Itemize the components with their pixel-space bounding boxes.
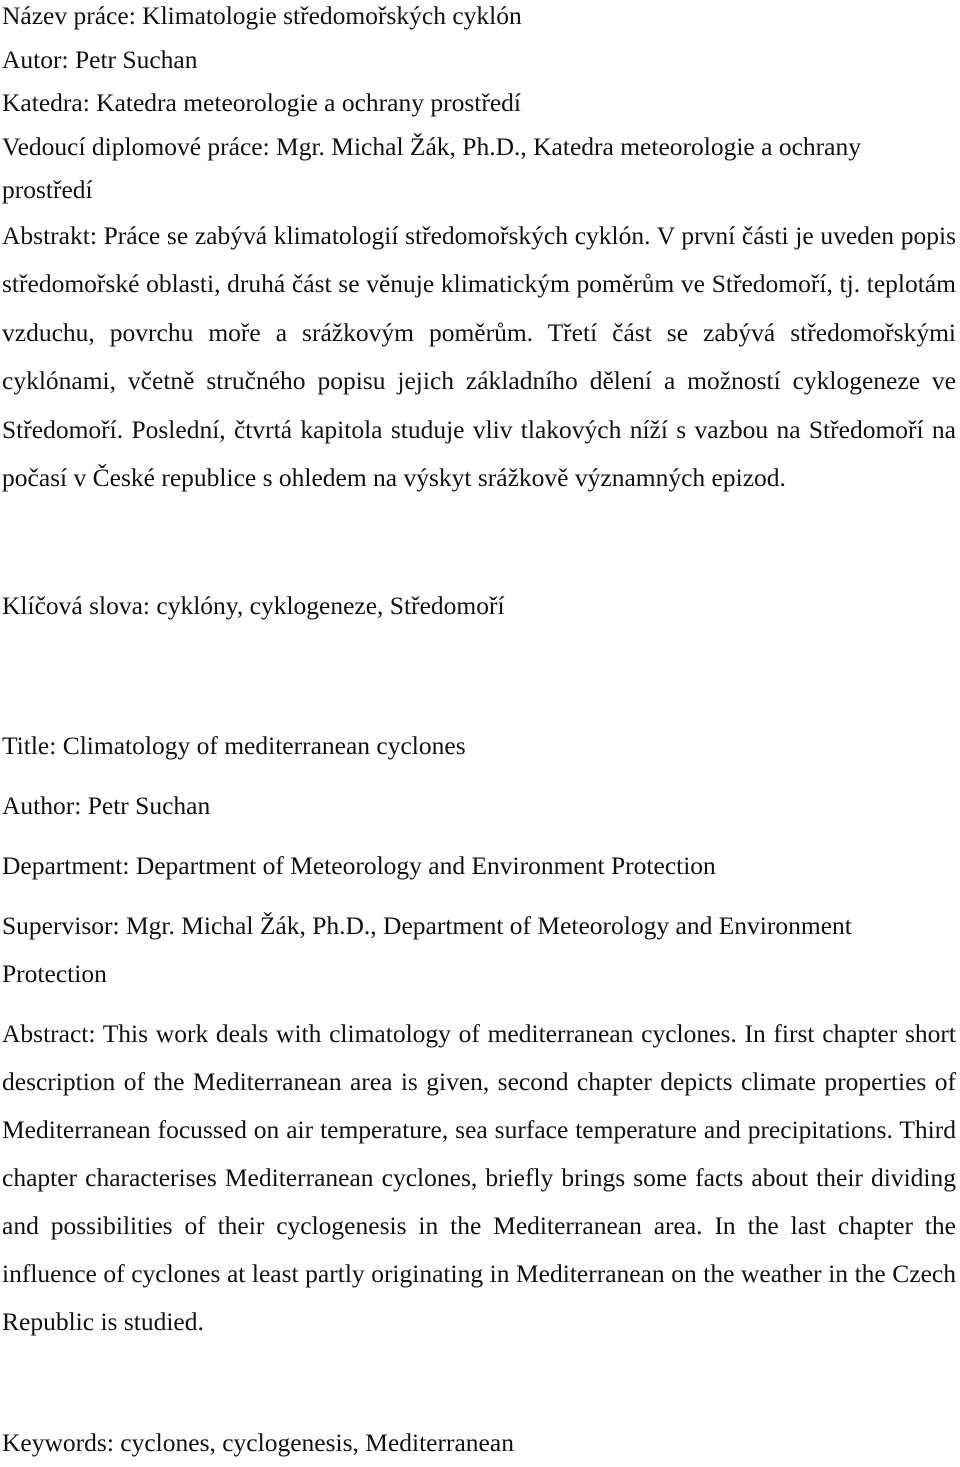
english-section [2,722,956,1457]
english-title: Title: Climatology of mediterranean cyclones [2,731,466,760]
czech-section [2,0,956,620]
czech-supervisor: Vedoucí diplomové práce: Mgr. Michal Žák, Ph.D., Katedra meteorologie a ochrany prostředí [2,131,861,204]
english-keywords: Keywords: cyclones, cyclogenesis, Mediterranean [2,1428,514,1457]
czech-department: Katedra: Katedra meteorologie a ochrany prostředí [2,88,521,117]
czech-keywords: Klíčová slova: cyklóny, cyklogeneze, Středomoří [2,591,505,620]
english-author: Author: Petr Suchan [2,791,211,820]
czech-title: Název práce: Klimatologie středomořských cyklón [2,1,522,30]
czech-abstract: Abstrakt: Práce se zabývá klimatologií středomořských cyklón. V první části je uveden popis středomořské oblasti, druhá část se věnuje klimatickým poměrům ve Středomoří, tj. teplotám vzduchu, povrchu moře a srážkovým poměrům. Třetí část se zabývá středomořskými cyklónami, včetně stručného popisu jejich základního dělení a možností cyklogeneze ve Středomoří. Poslední, čtvrtá kapitola studuje vliv tlakových níží s vazbou na Středomoří na počasí v České republice s ohledem na výskyt srážkově významných epizod. [2,220,956,493]
english-abstract: Abstract: This work deals with climatology of mediterranean cyclones. In first chapter short description of the Mediterranean area is given, second chapter depicts climate properties of Mediterranean focussed on air temperature, sea surface temperature and precipitations. Third chapter characterises Mediterranean cyclones, briefly brings some facts about their dividing and possibilities of their cyclogenesis in the Mediterranean area. In the last chapter the influence of cyclones at least partly originating in Mediterranean on the weather in the Czech Republic is studied. [2,1019,956,1336]
czech-author: Autor: Petr Suchan [2,44,198,74]
english-department: Department: Department of Meteorology and Environment Protection [2,851,716,880]
english-supervisor: Supervisor: Mgr. Michal Žák, Ph.D., Department of Meteorology and Environment Protection [2,911,852,988]
